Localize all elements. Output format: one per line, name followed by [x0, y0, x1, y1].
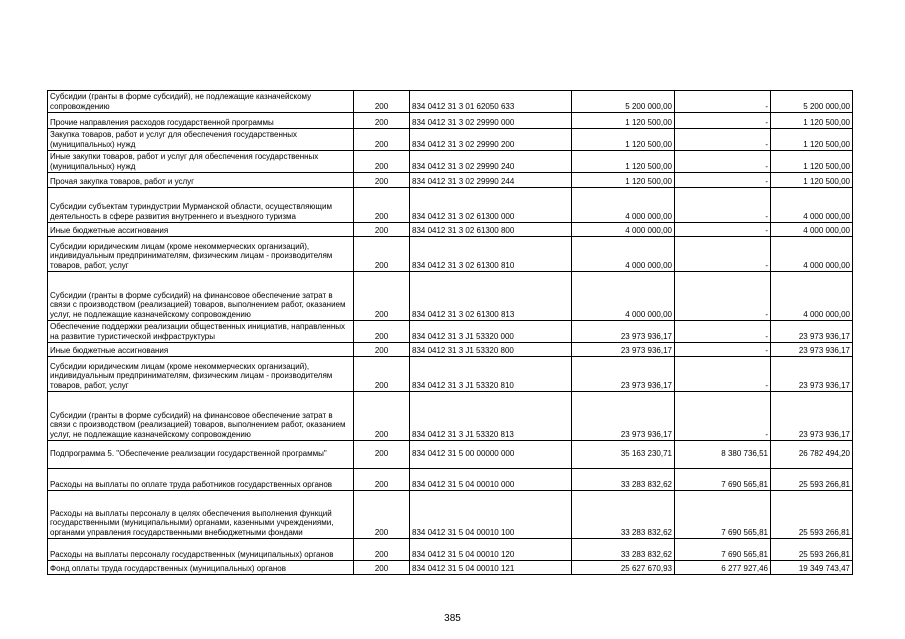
row-amount-result: 1 120 500,00 [771, 173, 853, 188]
row-grbs: 200 [354, 321, 410, 343]
row-amount-total: 33 283 832,62 [572, 491, 675, 539]
row-amount-total: 23 973 936,17 [572, 392, 675, 441]
row-amount-change: - [675, 272, 771, 321]
row-name: Подпрограмма 5. "Обеспечение реализации государственной программы" [48, 441, 354, 469]
row-amount-total: 1 120 500,00 [572, 173, 675, 188]
row-grbs: 200 [354, 188, 410, 223]
table-row [48, 272, 853, 321]
row-code: 834 0412 31 3 02 61300 800 [410, 223, 572, 237]
table-row [48, 441, 853, 469]
row-amount-change: - [675, 343, 771, 357]
row-amount-result: 23 973 936,17 [771, 343, 853, 357]
table-row [48, 188, 853, 223]
table-row [48, 539, 853, 561]
row-amount-change: - [675, 392, 771, 441]
row-amount-result: 23 973 936,17 [771, 321, 853, 343]
row-code: 834 0412 31 3 02 61300 810 [410, 237, 572, 272]
row-grbs: 200 [354, 113, 410, 129]
row-amount-result: 19 349 743,47 [771, 561, 853, 575]
row-amount-change: 6 277 927,46 [675, 561, 771, 575]
row-code: 834 0412 31 5 00 00000 000 [410, 441, 572, 469]
row-amount-total: 4 000 000,00 [572, 223, 675, 237]
row-amount-total: 33 283 832,62 [572, 539, 675, 561]
table-row [48, 91, 853, 113]
row-amount-result: 1 120 500,00 [771, 113, 853, 129]
row-amount-total: 33 283 832,62 [572, 469, 675, 491]
row-amount-change: 7 690 565,81 [675, 539, 771, 561]
table-row [48, 113, 853, 129]
row-code: 834 0412 31 3 02 29990 240 [410, 151, 572, 173]
table-row [48, 151, 853, 173]
budget-table [47, 90, 853, 575]
row-amount-total: 5 200 000,00 [572, 91, 675, 113]
page-number: 385 [444, 613, 461, 624]
row-code: 834 0412 31 3 02 61300 000 [410, 188, 572, 223]
row-amount-change: - [675, 321, 771, 343]
row-grbs: 200 [354, 392, 410, 441]
row-grbs: 200 [354, 539, 410, 561]
row-name: Иные бюджетные ассигнования [48, 343, 354, 357]
row-amount-result: 1 120 500,00 [771, 129, 853, 151]
row-name: Фонд оплаты труда государственных (муниципальных) органов [48, 561, 354, 575]
row-name: Расходы на выплаты персоналу в целях обеспечения выполнения функций государственными (муниципальными) органами, казенными учреждениями, органами управления государственными внебюджетными фондами [48, 491, 354, 539]
row-grbs: 200 [354, 173, 410, 188]
row-name: Субсидии юридическим лицам (кроме некоммерческих организаций), индивидуальным предпринимателям, физическим лицам - производителям товаров, работ, услуг [48, 237, 354, 272]
row-amount-change: 7 690 565,81 [675, 469, 771, 491]
row-amount-result: 1 120 500,00 [771, 151, 853, 173]
row-amount-change: - [675, 237, 771, 272]
table-row [48, 343, 853, 357]
row-amount-result: 4 000 000,00 [771, 272, 853, 321]
row-name: Субсидии субъектам туриндустрии Мурманской области, осуществляющим деятельность в сфере развития внутреннего и въездного туризма [48, 188, 354, 223]
table-row [48, 469, 853, 491]
row-amount-result: 23 973 936,17 [771, 357, 853, 392]
row-amount-result: 4 000 000,00 [771, 223, 853, 237]
row-grbs: 200 [354, 129, 410, 151]
row-amount-total: 1 120 500,00 [572, 129, 675, 151]
row-amount-change: - [675, 223, 771, 237]
row-grbs: 200 [354, 491, 410, 539]
row-amount-change: 7 690 565,81 [675, 491, 771, 539]
table-row [48, 357, 853, 392]
row-name: Расходы на выплаты персоналу государственных (муниципальных) органов [48, 539, 354, 561]
row-amount-result: 25 593 266,81 [771, 491, 853, 539]
row-grbs: 200 [354, 441, 410, 469]
row-code: 834 0412 31 5 04 00010 121 [410, 561, 572, 575]
row-name: Субсидии (гранты в форме субсидий), не подлежащие казначейскому сопровождению [48, 91, 354, 113]
row-code: 834 0412 31 3 J1 53320 813 [410, 392, 572, 441]
row-amount-total: 23 973 936,17 [572, 357, 675, 392]
row-amount-result: 4 000 000,00 [771, 237, 853, 272]
row-grbs: 200 [354, 91, 410, 113]
row-code: 834 0412 31 3 J1 53320 810 [410, 357, 572, 392]
row-amount-total: 25 627 670,93 [572, 561, 675, 575]
row-code: 834 0412 31 5 04 00010 100 [410, 491, 572, 539]
row-amount-change: - [675, 357, 771, 392]
table-row [48, 173, 853, 188]
row-code: 834 0412 31 3 02 29990 244 [410, 173, 572, 188]
row-code: 834 0412 31 3 02 29990 000 [410, 113, 572, 129]
budget-table-body [48, 91, 853, 575]
row-name: Субсидии (гранты в форме субсидий) на финансовое обеспечение затрат в связи с производством (реализацией) товаров, выполнением работ, оказанием услуг, не подлежащие казначейскому сопровождению [48, 272, 354, 321]
row-grbs: 200 [354, 357, 410, 392]
row-grbs: 200 [354, 151, 410, 173]
row-amount-change: - [675, 188, 771, 223]
row-amount-change: - [675, 113, 771, 129]
row-name: Иные закупки товаров, работ и услуг для обеспечения государственных (муниципальных) нужд [48, 151, 354, 173]
row-code: 834 0412 31 5 04 00010 000 [410, 469, 572, 491]
row-code: 834 0412 31 3 02 29990 200 [410, 129, 572, 151]
row-amount-total: 4 000 000,00 [572, 237, 675, 272]
row-amount-change: - [675, 129, 771, 151]
row-amount-result: 4 000 000,00 [771, 188, 853, 223]
table-row [48, 129, 853, 151]
row-amount-change: - [675, 151, 771, 173]
table-row [48, 392, 853, 441]
row-code: 834 0412 31 3 J1 53320 000 [410, 321, 572, 343]
row-grbs: 200 [354, 561, 410, 575]
table-row [48, 321, 853, 343]
row-amount-change: 8 380 736,51 [675, 441, 771, 469]
row-amount-result: 26 782 494,20 [771, 441, 853, 469]
row-amount-result: 25 593 266,81 [771, 539, 853, 561]
table-row [48, 561, 853, 575]
row-name: Прочие направления расходов государственной программы [48, 113, 354, 129]
row-code: 834 0412 31 3 02 61300 813 [410, 272, 572, 321]
row-amount-total: 4 000 000,00 [572, 272, 675, 321]
table-row [48, 223, 853, 237]
row-amount-change: - [675, 91, 771, 113]
row-amount-change: - [675, 173, 771, 188]
row-amount-result: 5 200 000,00 [771, 91, 853, 113]
row-amount-result: 23 973 936,17 [771, 392, 853, 441]
table-row [48, 491, 853, 539]
row-amount-total: 23 973 936,17 [572, 321, 675, 343]
row-code: 834 0412 31 3 01 62050 633 [410, 91, 572, 113]
row-name: Иные бюджетные ассигнования [48, 223, 354, 237]
row-grbs: 200 [354, 223, 410, 237]
row-code: 834 0412 31 5 04 00010 120 [410, 539, 572, 561]
row-grbs: 200 [354, 469, 410, 491]
row-amount-result: 25 593 266,81 [771, 469, 853, 491]
row-name: Субсидии юридическим лицам (кроме некоммерческих организаций), индивидуальным предпринимателям, физическим лицам - производителям товаров, работ, услуг [48, 357, 354, 392]
row-amount-total: 23 973 936,17 [572, 343, 675, 357]
row-name: Субсидии (гранты в форме субсидий) на финансовое обеспечение затрат в связи с производством (реализацией) товаров, выполнением работ, оказанием услуг, не подлежащие казначейскому сопровождению [48, 392, 354, 441]
row-grbs: 200 [354, 237, 410, 272]
row-code: 834 0412 31 3 J1 53320 800 [410, 343, 572, 357]
row-amount-total: 1 120 500,00 [572, 113, 675, 129]
row-name: Расходы на выплаты по оплате труда работников государственных органов [48, 469, 354, 491]
row-name: Обеспечение поддержки реализации общественных инициатив, направленных на развитие туристической инфраструктуры [48, 321, 354, 343]
table-row [48, 237, 853, 272]
row-grbs: 200 [354, 343, 410, 357]
row-name: Закупка товаров, работ и услуг для обеспечения государственных (муниципальных) нужд [48, 129, 354, 151]
row-name: Прочая закупка товаров, работ и услуг [48, 173, 354, 188]
row-amount-total: 35 163 230,71 [572, 441, 675, 469]
row-grbs: 200 [354, 272, 410, 321]
row-amount-total: 1 120 500,00 [572, 151, 675, 173]
row-amount-total: 4 000 000,00 [572, 188, 675, 223]
